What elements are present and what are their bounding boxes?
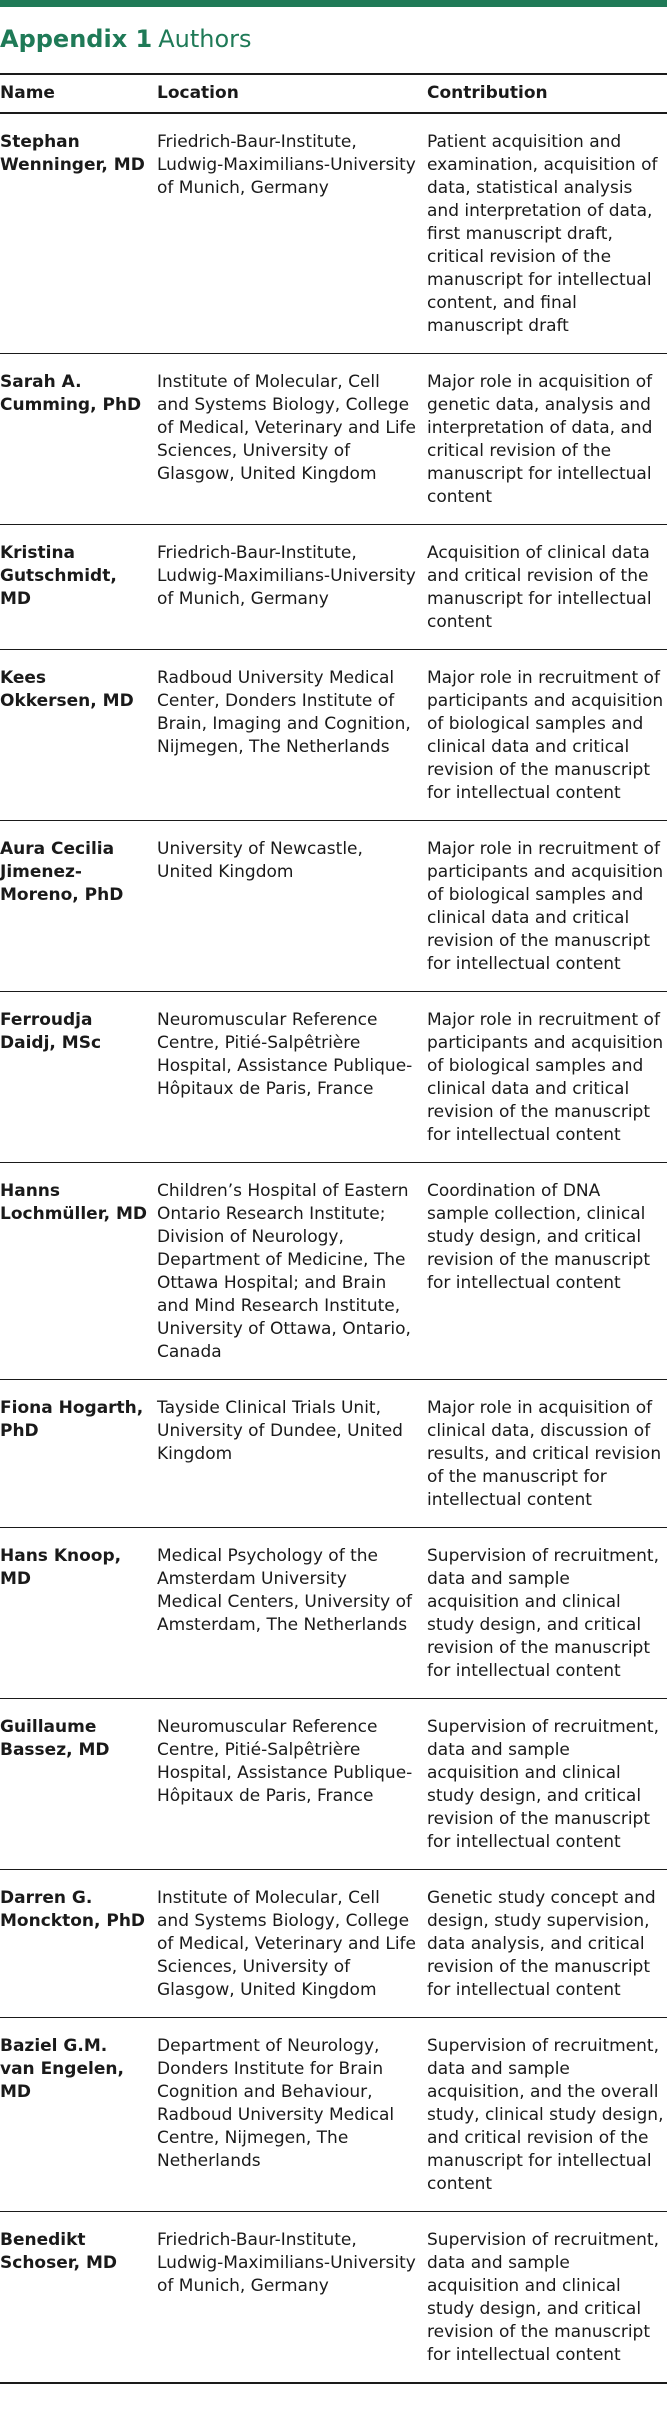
- author-contribution-text: Major role in acquisition of genetic data, analysis and interpretation of data, and critical revision of the manuscript for intellectual content: [427, 372, 653, 507]
- table-header-row: [0, 74, 667, 113]
- author-name-text: Sarah A. Cumming, PhD: [0, 372, 142, 415]
- author-location-text: Radboud University Medical Center, Donders Institute of Brain, Imaging and Cognition, Nijmegen, The Netherlands: [157, 668, 411, 757]
- author-contribution-cell: [427, 2018, 667, 2212]
- author-name-cell: [0, 650, 157, 821]
- author-location-cell: [157, 2212, 427, 2384]
- author-name-text: Hans Knoop, MD: [0, 1546, 122, 1589]
- table-row: [0, 1699, 667, 1870]
- author-contribution-cell: [427, 1163, 667, 1380]
- author-contribution-cell: [427, 2212, 667, 2384]
- author-location-text: University of Newcastle, United Kingdom: [157, 839, 363, 882]
- author-name-text: Hanns Lochmüller, MD: [0, 1181, 147, 1224]
- column-header-name: Name: [0, 74, 157, 113]
- table-row: [0, 992, 667, 1163]
- author-name-text: Ferroudja Daidj, MSc: [0, 1010, 102, 1053]
- table-row: [0, 821, 667, 992]
- author-contribution-cell: [427, 1699, 667, 1870]
- author-contribution-text: Supervision of recruitment, data and sample acquisition and clinical study design, and critical revision of the manuscript for intellectual content: [427, 1546, 659, 1681]
- author-location-cell: [157, 1163, 427, 1380]
- author-location-text: Neuromuscular Reference Centre, Pitié-Salpêtrière Hospital, Assistance Publique-Hôpitaux de Paris, France: [157, 1010, 413, 1099]
- table-row: [0, 354, 667, 525]
- author-name-text: Darren G. Monckton, PhD: [0, 1888, 146, 1931]
- author-name-cell: [0, 1163, 157, 1380]
- author-contribution-cell: [427, 354, 667, 525]
- author-name-text: Guillaume Bassez, MD: [0, 1717, 110, 1760]
- author-location-cell: [157, 650, 427, 821]
- table-row: [0, 650, 667, 821]
- author-location-cell: [157, 1870, 427, 2018]
- page-title: [0, 24, 252, 54]
- author-location-text: Institute of Molecular, Cell and Systems Biology, College of Medical, Veterinary and Life Sciences, University of Glasgow, United Kingdom: [157, 1888, 417, 2000]
- author-name-cell: [0, 113, 157, 354]
- table-row: [0, 1528, 667, 1699]
- author-contribution-text: Supervision of recruitment, data and sample acquisition and clinical study design, and critical revision of the manuscript for intellectual content: [427, 1717, 659, 1852]
- author-contribution-text: Patient acquisition and examination, acquisition of data, statistical analysis and interpretation of data, first manuscript draft, critical revision of the manuscript for intellectual content, and final manuscript draft: [427, 132, 658, 336]
- author-contribution-cell: [427, 821, 667, 992]
- author-location-text: Friedrich-Baur-Institute, Ludwig-Maximilians-University of Munich, Germany: [157, 543, 416, 609]
- table-row: [0, 2018, 667, 2212]
- author-name-cell: [0, 992, 157, 1163]
- author-contribution-text: Major role in acquisition of clinical data, discussion of results, and critical revision of the manuscript for intellectual content: [427, 1398, 662, 1510]
- author-location-text: Medical Psychology of the Amsterdam University Medical Centers, University of Amsterdam, The Netherlands: [157, 1546, 412, 1635]
- author-name-text: Baziel G.M. van Engelen, MD: [0, 2036, 124, 2102]
- author-name-cell: [0, 1870, 157, 2018]
- author-location-cell: [157, 113, 427, 354]
- author-contribution-cell: [427, 525, 667, 650]
- author-name-cell: [0, 821, 157, 992]
- authors-table: [0, 73, 667, 2384]
- author-name-text: Kees Okkersen, MD: [0, 668, 134, 711]
- author-name-cell: [0, 1528, 157, 1699]
- author-contribution-text: Major role in recruitment of participants and acquisition of biological samples and clinical data and critical revision of the manuscript for intellectual content: [427, 668, 664, 803]
- table-row: [0, 113, 667, 354]
- author-location-cell: [157, 1380, 427, 1528]
- author-name-text: Benedikt Schoser, MD: [0, 2230, 118, 2273]
- author-contribution-text: Genetic study concept and design, study supervision, data analysis, and critical revision of the manuscript for intellectual content: [427, 1888, 656, 2000]
- appendix-title: Authors: [158, 25, 252, 53]
- author-contribution-text: Supervision of recruitment, data and sample acquisition, and the overall study, clinical study design, and critical revision of the manuscript for intellectual content: [427, 2036, 664, 2194]
- column-header-contribution: Contribution: [427, 74, 667, 113]
- author-location-cell: [157, 2018, 427, 2212]
- author-location-text: Neuromuscular Reference Centre, Pitié-Salpêtrière Hospital, Assistance Publique-Hôpitaux de Paris, France: [157, 1717, 413, 1806]
- author-name-cell: [0, 1699, 157, 1870]
- column-header-location: Location: [157, 74, 427, 113]
- author-contribution-cell: [427, 1870, 667, 2018]
- author-name-text: Aura Cecilia Jimenez-Moreno, PhD: [0, 839, 124, 905]
- author-name-text: Kristina Gutschmidt, MD: [0, 543, 117, 609]
- author-contribution-text: Coordination of DNA sample collection, clinical study design, and critical revision of the manuscript for intellectual content: [427, 1181, 651, 1293]
- author-location-cell: [157, 525, 427, 650]
- author-contribution-text: Supervision of recruitment, data and sample acquisition and clinical study design, and critical revision of the manuscript for intellectual content: [427, 2230, 659, 2365]
- author-location-cell: [157, 1699, 427, 1870]
- author-name-text: Stephan Wenninger, MD: [0, 132, 145, 175]
- table-row: [0, 1380, 667, 1528]
- author-location-cell: [157, 821, 427, 992]
- author-name-cell: [0, 2018, 157, 2212]
- author-contribution-cell: [427, 650, 667, 821]
- author-contribution-cell: [427, 1380, 667, 1528]
- appendix-label: Appendix 1: [0, 25, 153, 53]
- author-location-cell: [157, 992, 427, 1163]
- author-name-cell: [0, 2212, 157, 2384]
- author-location-text: Children’s Hospital of Eastern Ontario Research Institute; Division of Neurology, Department of Medicine, The Ottawa Hospital; and Brain and Mind Research Institute, University of Ottawa, Ontario, Canada: [157, 1181, 411, 1362]
- author-contribution-text: Acquisition of clinical data and critical revision of the manuscript for intellectual content: [427, 543, 652, 632]
- table-row: [0, 1870, 667, 2018]
- table-row: [0, 1163, 667, 1380]
- table-row: [0, 525, 667, 650]
- author-contribution-cell: [427, 113, 667, 354]
- author-location-text: Department of Neurology, Donders Institute for Brain Cognition and Behaviour, Radboud University Medical Centre, Nijmegen, The Netherlands: [157, 2036, 395, 2171]
- author-location-text: Institute of Molecular, Cell and Systems Biology, College of Medical, Veterinary and Life Sciences, University of Glasgow, United Kingdom: [157, 372, 417, 484]
- author-location-cell: [157, 1528, 427, 1699]
- author-location-text: Friedrich-Baur-Institute, Ludwig-Maximilians-University of Munich, Germany: [157, 2230, 416, 2296]
- author-contribution-text: Major role in recruitment of participants and acquisition of biological samples and clinical data and critical revision of the manuscript for intellectual content: [427, 839, 664, 974]
- author-location-cell: [157, 354, 427, 525]
- author-name-cell: [0, 354, 157, 525]
- author-contribution-cell: [427, 1528, 667, 1699]
- author-name-cell: [0, 1380, 157, 1528]
- author-contribution-cell: [427, 992, 667, 1163]
- author-name-cell: [0, 525, 157, 650]
- top-accent-bar: [0, 0, 667, 7]
- author-name-text: Fiona Hogarth, PhD: [0, 1398, 144, 1441]
- table-row: [0, 2212, 667, 2384]
- author-location-text: Tayside Clinical Trials Unit, University of Dundee, United Kingdom: [157, 1398, 403, 1464]
- author-contribution-text: Major role in recruitment of participants and acquisition of biological samples and clinical data and critical revision of the manuscript for intellectual content: [427, 1010, 664, 1145]
- author-location-text: Friedrich-Baur-Institute, Ludwig-Maximilians-University of Munich, Germany: [157, 132, 416, 198]
